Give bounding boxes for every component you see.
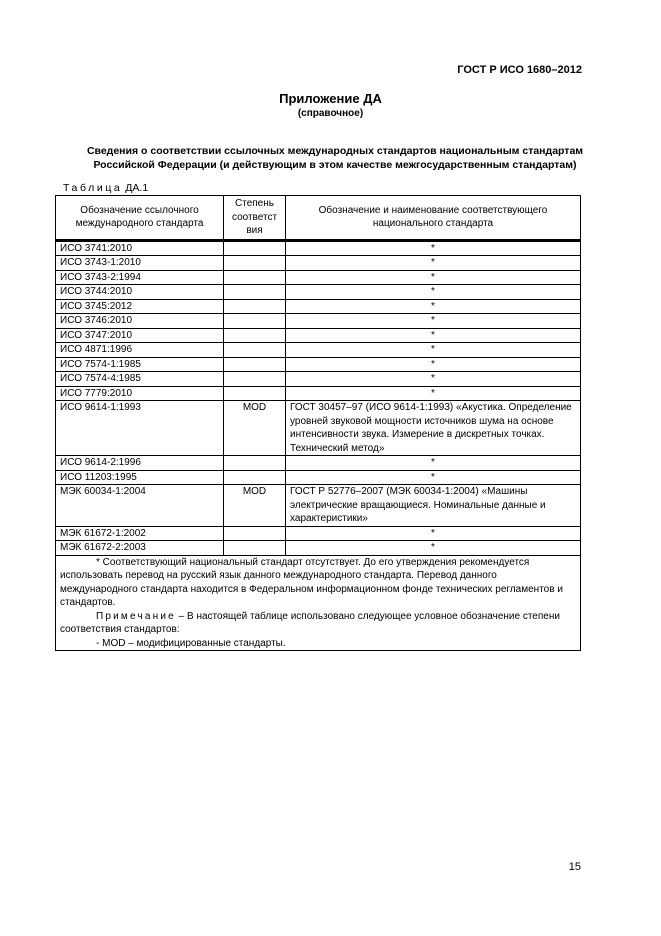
cell-international-standard: МЭК 61672-2:2003 (56, 541, 224, 556)
cell-international-standard: ИСО 3745:2012 (56, 299, 224, 314)
cell-international-standard: ИСО 4871:1996 (56, 343, 224, 358)
table-row (56, 386, 581, 401)
cell-degree (224, 372, 286, 387)
header-international-standard: Обозначение ссылочного международного стандарта (56, 196, 224, 241)
cell-international-standard: ИСО 7574-4:1985 (56, 372, 224, 387)
cell-national-standard: * (286, 541, 581, 556)
table-row (56, 401, 581, 456)
table-row (56, 270, 581, 285)
cell-international-standard: ИСО 3746:2010 (56, 314, 224, 329)
cell-degree (224, 526, 286, 541)
header-degree: Степень соответст вия (224, 196, 286, 241)
table-header-row (56, 196, 581, 241)
cell-international-standard: ИСО 9614-2:1996 (56, 456, 224, 471)
cell-national-standard: * (286, 299, 581, 314)
cell-international-standard: ИСО 3743-2:1994 (56, 270, 224, 285)
table-caption (63, 182, 148, 194)
cell-national-standard: * (286, 256, 581, 271)
document-id: ГОСТ Р ИСО 1680–2012 (457, 64, 582, 76)
cell-national-standard: * (286, 470, 581, 485)
table-row (56, 372, 581, 387)
cell-national-standard: * (286, 270, 581, 285)
table-row (56, 285, 581, 300)
cell-national-standard: * (286, 240, 581, 256)
table-row (56, 470, 581, 485)
cell-degree (224, 256, 286, 271)
cell-international-standard: ИСО 3743-1:2010 (56, 256, 224, 271)
footnote-mod (60, 637, 576, 651)
table-row (56, 343, 581, 358)
cell-national-standard: * (286, 456, 581, 471)
cell-international-standard: ИСО 3744:2010 (56, 285, 224, 300)
footnote-star (60, 556, 576, 610)
table-row (56, 314, 581, 329)
cell-degree (224, 270, 286, 285)
cell-degree (224, 470, 286, 485)
table-footnote (56, 555, 581, 651)
cell-degree (224, 240, 286, 256)
footnote-star-text: * Соответствующий национальный стандарт отсутствует. До его утверждения рекомендуется использовать перевод на русский язык данного международного стандарта. Перевод данного международного стандарта находится в Федеральном информационном фонде технических регламентов и стандартов. (60, 556, 563, 608)
cell-degree (224, 299, 286, 314)
section-heading-line-2: Российской Федерации (и действующим в этом качестве межгосударственным стандартам) (93, 159, 577, 171)
cell-national-standard: * (286, 343, 581, 358)
mod-line: - MOD – модифицированные стандарты. (96, 637, 286, 649)
cell-national-standard: * (286, 372, 581, 387)
cell-international-standard: ИСО 9614-1:1993 (56, 401, 224, 456)
cell-degree (224, 285, 286, 300)
note-word: Примечание (96, 610, 176, 622)
table-row (56, 456, 581, 471)
correspondence-table (55, 195, 581, 651)
cell-degree: MOD (224, 485, 286, 527)
cell-international-standard: ИСО 3741:2010 (56, 240, 224, 256)
table-row (56, 541, 581, 556)
table-row (56, 299, 581, 314)
cell-international-standard: ИСО 3747:2010 (56, 328, 224, 343)
cell-national-standard: * (286, 314, 581, 329)
footnote-note (60, 610, 576, 637)
cell-degree: MOD (224, 401, 286, 456)
table-row (56, 357, 581, 372)
cell-international-standard: ИСО 7574-1:1985 (56, 357, 224, 372)
appendix-title: Приложение ДА (279, 91, 382, 106)
table-row (56, 526, 581, 541)
cell-degree (224, 386, 286, 401)
cell-national-standard: * (286, 526, 581, 541)
appendix-subtitle: (справочное) (297, 108, 364, 119)
cell-degree (224, 456, 286, 471)
cell-international-standard: ИСО 7779:2010 (56, 386, 224, 401)
cell-degree (224, 328, 286, 343)
cell-degree (224, 343, 286, 358)
section-heading-line-1: Сведения о соответствии ссылочных международных стандартов национальным стандартам (86, 145, 584, 157)
cell-international-standard: МЭК 61672-1:2002 (56, 526, 224, 541)
cell-national-standard: * (286, 285, 581, 300)
table-row (56, 256, 581, 271)
cell-national-standard: * (286, 386, 581, 401)
cell-degree (224, 541, 286, 556)
cell-national-standard: ГОСТ 30457–97 (ИСО 9614-1:1993) «Акустика. Определение уровней звуковой мощности источников шума на основе интенсивности звука. Измерение в дискретных точках. Технический метод» (286, 401, 581, 456)
table-row (56, 328, 581, 343)
cell-national-standard: ГОСТ Р 52776–2007 (МЭК 60034-1:2004) «Машины электрические вращающиеся. Номинальные данные и характеристики» (286, 485, 581, 527)
cell-degree (224, 314, 286, 329)
note-text: – В настоящей таблице использовано следующее условное обозначение степени соответствия стандартов: (60, 610, 560, 635)
table-row (56, 240, 581, 256)
table-footnote-row (56, 555, 581, 651)
cell-international-standard: ИСО 11203:1995 (56, 470, 224, 485)
cell-national-standard: * (286, 357, 581, 372)
cell-international-standard: МЭК 60034-1:2004 (56, 485, 224, 527)
table-caption-number: ДА.1 (125, 182, 149, 194)
header-national-standard: Обозначение и наименование соответствующего национального стандарта (286, 196, 581, 241)
section-heading (45, 144, 625, 172)
table-caption-word: Таблица (63, 182, 123, 194)
cell-national-standard: * (286, 328, 581, 343)
table-body (56, 240, 581, 555)
cell-degree (224, 357, 286, 372)
table-row (56, 485, 581, 527)
page-number: 15 (568, 861, 581, 873)
